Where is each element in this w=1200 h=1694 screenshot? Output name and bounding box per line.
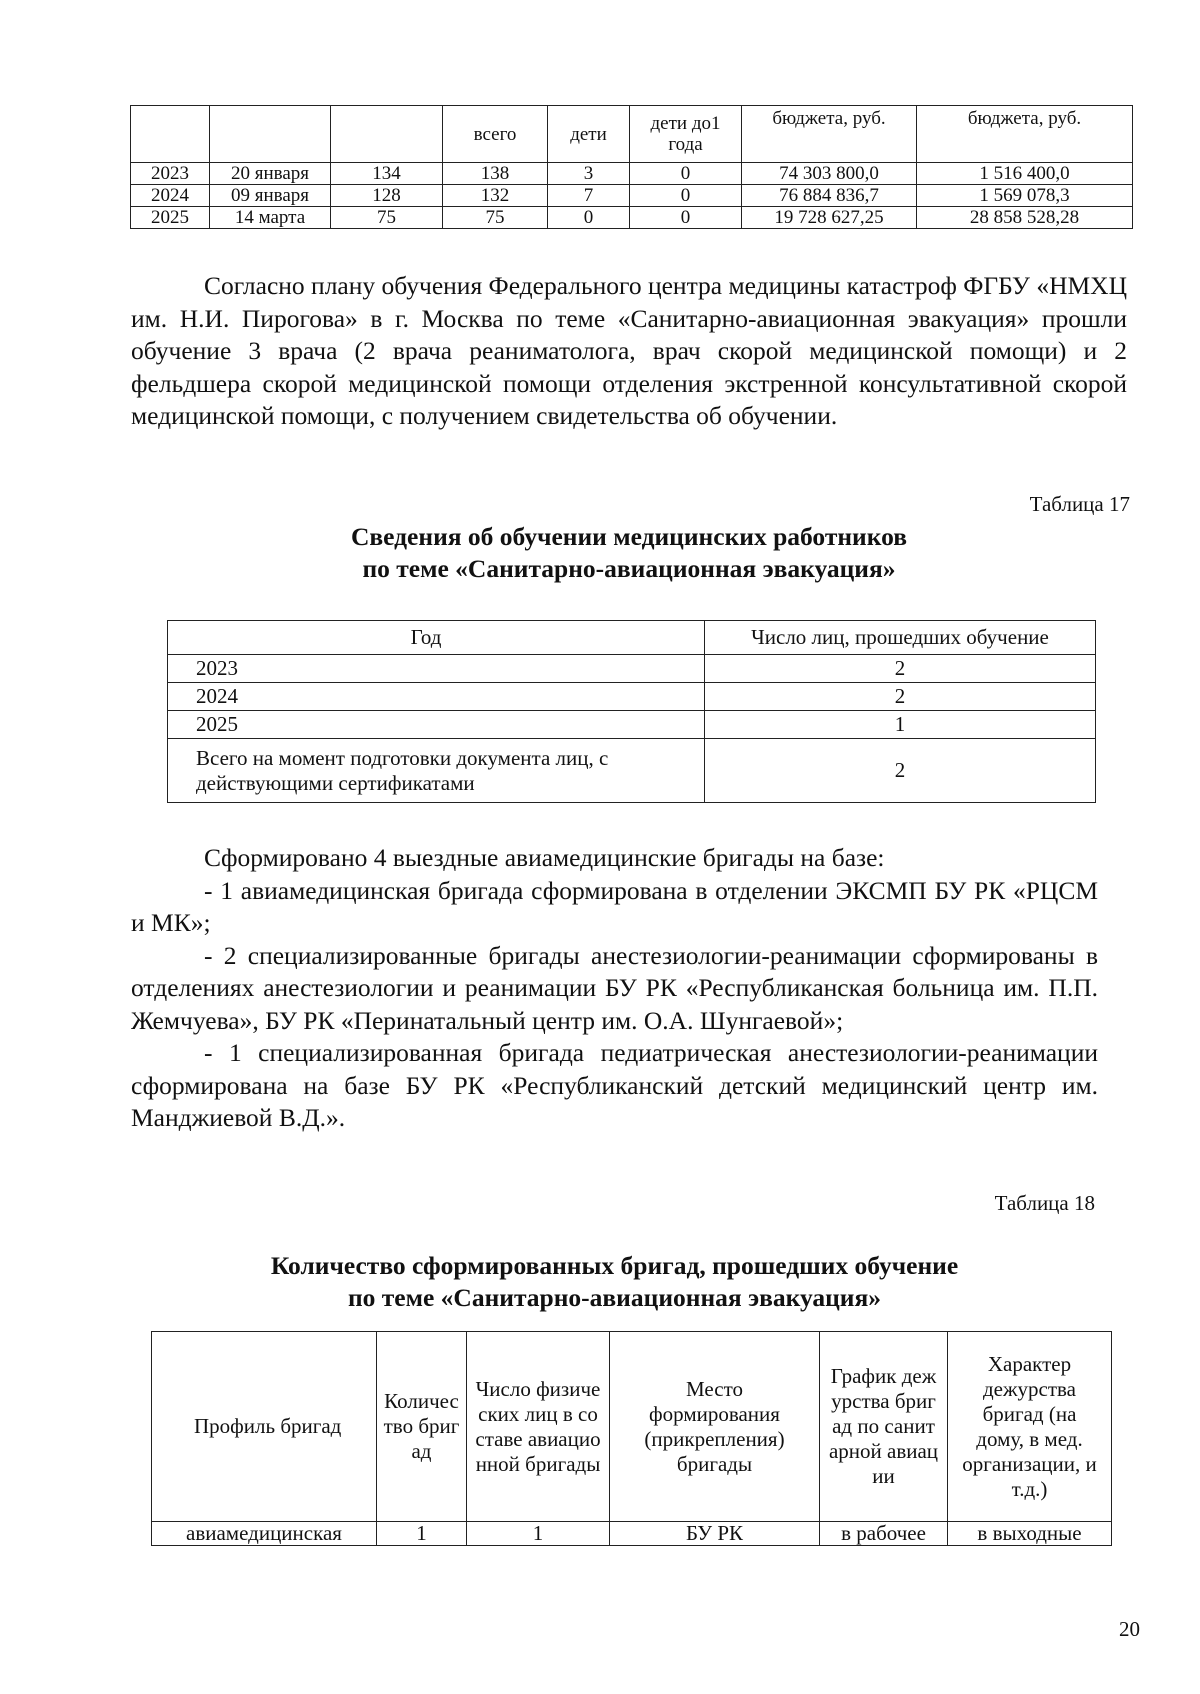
table18-title [131, 1250, 1098, 1314]
value-cell: 0 [630, 207, 742, 229]
count-cell: 2 [705, 683, 1096, 711]
value-cell: 7 [548, 185, 630, 207]
header-cell: Характер дежурства бригад (на дому, в мед. организации, и т.д.) [948, 1332, 1112, 1522]
budget-table [130, 105, 1133, 229]
date-cell: 20 января [210, 163, 331, 185]
count-cell: 1 [705, 711, 1096, 739]
title-line: по теме «Санитарно-авиационная эвакуация» [347, 1283, 882, 1312]
header-cell: Количество бригад [377, 1332, 467, 1522]
header-cell: дети до1 года [630, 106, 742, 163]
header-year: Год [168, 621, 705, 655]
value-cell: 74 303 800,0 [742, 163, 917, 185]
total-label-cell: Всего на момент подготовки документа лиц, с действующими сертификатами [168, 739, 705, 803]
persons-cell: 1 [467, 1522, 610, 1546]
brigades-item: - 2 специализированные бригады анестезиологии-реанимации сформированы в отделениях анестезиологии и реанимации БУ РК «Республиканская больница им. П.П. Жемчуева», БУ РК «Перинатальный центр им. О.А. Шунгаевой»; [131, 940, 1098, 1035]
header-cell: бюджета, руб. [742, 106, 917, 163]
table17-label: Таблица 17 [1029, 492, 1130, 516]
header-cell: Место формирования (прикрепления) бригады [610, 1332, 820, 1522]
value-cell: 19 728 627,25 [742, 207, 917, 229]
value-cell: 128 [331, 185, 443, 207]
profile-cell: авиамедицинская [152, 1522, 377, 1546]
training-table [167, 620, 1096, 803]
header-cell [131, 106, 210, 163]
training-paragraph [131, 270, 1127, 433]
value-cell: 0 [548, 207, 630, 229]
value-cell: 28 858 528,28 [917, 207, 1133, 229]
title-line: Сведения об обучении медицинских работников [350, 522, 907, 551]
table-row [168, 683, 1096, 711]
title-line: Количество сформированных бригад, прошедших обучение [270, 1251, 959, 1280]
header-count: Число лиц, прошедших обучение [705, 621, 1096, 655]
table17-title [131, 521, 1127, 585]
value-cell: 75 [443, 207, 548, 229]
header-cell [210, 106, 331, 163]
table-row [168, 655, 1096, 683]
paragraph-text: Согласно плану обучения Федерального центра медицины катастроф ФГБУ «НМХЦ им. Н.И. Пирогова» в г. Москва по теме «Санитарно-авиационная эвакуация» прошли обучение 3 врача (2 врача реаниматолога, врач скорой медицинской помощи) и 2 фельдшера скорой медицинской помощи отделения экстренной консультативной скорой медицинской помощи, с получением свидетельства об обучении. [131, 271, 1128, 430]
value-cell: 132 [443, 185, 548, 207]
table-row [131, 163, 1133, 185]
schedule-cell: в рабочее [820, 1522, 948, 1546]
value-cell: 138 [443, 163, 548, 185]
table-header-row [152, 1332, 1112, 1522]
brigades-item: - 1 авиамедицинская бригада сформирована в отделении ЭКСМП БУ РК «РЦСМ и МК»; [131, 875, 1098, 937]
header-cell: всего [443, 106, 548, 163]
count-cell: 2 [705, 655, 1096, 683]
year-cell: 2024 [168, 683, 705, 711]
value-cell: 1 569 078,3 [917, 185, 1133, 207]
count-cell: 1 [377, 1522, 467, 1546]
value-cell: 0 [630, 185, 742, 207]
table-row [131, 207, 1133, 229]
value-cell: 134 [331, 163, 443, 185]
duty-cell: в выходные [948, 1522, 1112, 1546]
brigades-intro: Сформировано 4 выездные авиамедицинские бригады на базе: [204, 843, 885, 872]
brigades-table [151, 1331, 1112, 1546]
date-cell: 14 марта [210, 207, 331, 229]
header-cell: бюджета, руб. [917, 106, 1133, 163]
page-number: 20 [1119, 1617, 1140, 1641]
year-cell: 2023 [131, 163, 210, 185]
place-cell: БУ РК [610, 1522, 820, 1546]
total-count-cell: 2 [705, 739, 1096, 803]
value-cell: 1 516 400,0 [917, 163, 1133, 185]
header-cell: График дежурства бригад по санитарной авиации [820, 1332, 948, 1522]
brigades-section [131, 842, 1098, 1135]
table-row [152, 1522, 1112, 1546]
table-row [168, 711, 1096, 739]
table18-label: Таблица 18 [994, 1191, 1095, 1215]
value-cell: 3 [548, 163, 630, 185]
value-cell: 0 [630, 163, 742, 185]
year-cell: 2023 [168, 655, 705, 683]
value-cell: 75 [331, 207, 443, 229]
year-cell: 2024 [131, 185, 210, 207]
brigades-item: - 1 специализированная бригада педиатрическая анестезиологии-реанимации сформирована на базе БУ РК «Республиканский детский медицинский центр им. Манджиевой В.Д.». [131, 1038, 1098, 1132]
header-cell: дети [548, 106, 630, 163]
budget-table-header [131, 106, 1133, 163]
header-cell: Профиль бригад [152, 1332, 377, 1522]
value-cell: 76 884 836,7 [742, 185, 917, 207]
year-cell: 2025 [131, 207, 210, 229]
table-header-row [168, 621, 1096, 655]
header-cell [331, 106, 443, 163]
year-cell: 2025 [168, 711, 705, 739]
date-cell: 09 января [210, 185, 331, 207]
table-row [131, 185, 1133, 207]
header-cell: Число физических лиц в составе авиационной бригады [467, 1332, 610, 1522]
table-row-total [168, 739, 1096, 803]
title-line: по теме «Санитарно-авиационная эвакуация» [362, 554, 896, 583]
